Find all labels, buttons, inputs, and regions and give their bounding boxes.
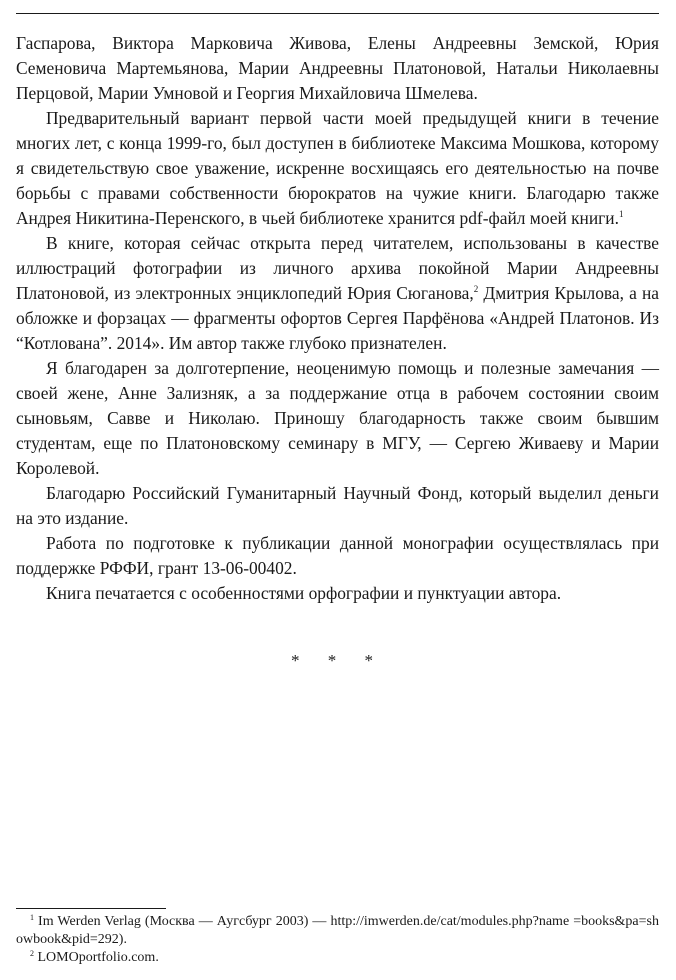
paragraph-orthography-note: Книга печатается с особенностями орфографии и пунктуации автора. [46,583,562,603]
footnote-ref-2: 2 [473,284,479,294]
footnote-1 [16,913,659,949]
header-rule [16,13,659,14]
paragraph-library: Предварительный вариант первой части моей предыдущей книги в течение многих лет, с конца 1999-го, был доступен в библиотеке Максима Мошкова, которому я свидетельствую свое уважение, искренне восхищаясь его деятельностью на почве борьбы с правами собственности бюрократов на чужие книги. Благодарю также Андрея Никитина-Перенского, в чьей библиотеке хранится pdf-файл моей книги.$^1$ [16,108,659,228]
footnote-ref-1: 1 [618,209,624,219]
paragraph-gratitude-family: Я благодарен за долготерпение, неоценимую помощь и полезные замечания — своей жене, Анне Зализняк, а за поддержание отца в рабочем состоянии своим сыновьям, Савве и Николаю. Приношу благодарность также своим бывшим студентам, еще по Платоновскому семинару в МГУ, — Сергею Живаеву и Марии Королевой. [16,358,659,478]
paragraph-grant: Работа по подготовке к публикации данной монографии осуществлялась при поддержке РФФИ, грант 13-06-00402. [16,533,659,578]
footnote-1-text: Im Werden Verlag (Москва — Аугсбург 2003) — http://imwerden.de/cat/modules.php?name =books&pa=showbook&pid=292). [16,914,659,947]
paragraph-fund: Благодарю Российский Гуманитарный Научный Фонд, который выделил деньги на это издание. [16,483,659,528]
footnote-2 [16,949,659,967]
footnote-2-text: LOMOportfolio.com. [34,950,159,965]
section-separator: * * * [291,651,385,670]
main-text [16,31,659,606]
footnote-1-number: 1 [30,913,34,922]
footnotes [16,913,659,967]
footnote-rule [16,908,166,909]
footnote-2-number: 2 [30,949,34,958]
paragraph-names-continuation: Гаспарова, Виктора Марковича Живова, Елены Андреевны Земской, Юрия Семеновича Мартемьянова, Марии Андреевны Платоновой, Натальи Николаевны Перцовой, Марии Умновой и Георгия Михайловича Шмелева. [16,33,659,103]
paragraph-illustrations: В книге, которая сейчас открыта перед читателем, использованы в качестве иллюстраций фотографии из личного архива покойной Марии Андреевны Платоновой, из электронных энциклопедий Юрия Сюганова,$^2$ Дмитрия Крылова, а на обложке и форзацах — фрагменты офортов Сергея Парфёнова «Андрей Платонов. Из “Котлована”. 2014». Им автор также глубоко признателен. [16,233,659,353]
